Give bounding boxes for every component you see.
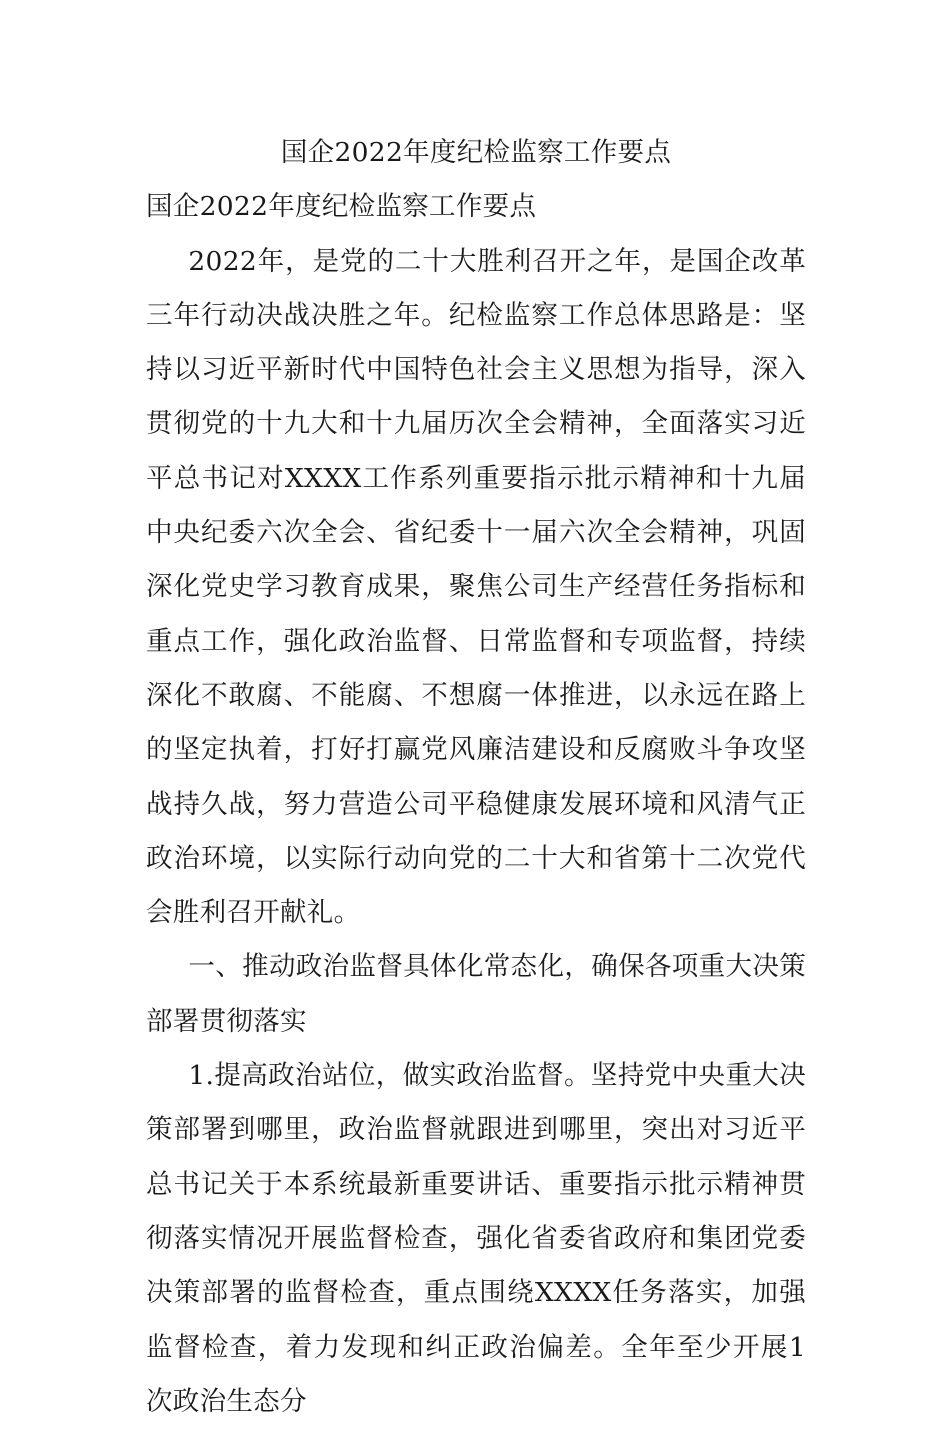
paragraph-overview: 2022年，是党的二十大胜利召开之年，是国企改革三年行动决战决胜之年。纪检监察工作总体思路是：坚持以习近平新时代中国特色社会主义思想为指导，深入贯彻党的十九大和十九届历次全会精神，全面落实习近平总书记对XXXX工作系列重要指示批示精神和十九届中央纪委六次全会、省纪委十一届六次全会精神，巩固深化党史学习教育成果，聚焦公司生产经营任务指标和重点工作，强化政治监督、日常监督和专项监督，持续深化不敢腐、不能腐、不想腐一体推进，以永远在路上的坚定执着，打好打赢党风廉洁建设和反腐败斗争攻坚战持久战，努力营造公司平稳健康发展环境和风清气正政治环境，以实际行动向党的二十大和省第十二次党代会胜利召开献礼。	[146, 245, 806, 929]
document-title: 国企2022年度纪检监察工作要点	[280, 137, 672, 168]
document-body	[146, 126, 806, 1429]
document-subtitle: 国企2022年度纪检监察工作要点	[146, 191, 537, 223]
paragraph-item-1: 1.提高政治站位，做实政治监督。坚持党中央重大决策部署到哪里，政治监督就跟进到哪里，突出对习近平总书记关于本系统最新重要讲话、重要指示批示精神贯彻落实情况开展监督检查，强化省委省政府和集团党委决策部署的监督检查，重点围绕XXXX任务落实，加强监督检查，着力发现和纠正政治偏差。全年至少开展1次政治生态分	[146, 1060, 806, 1417]
section-heading-1: 一、推动政治监督具体化常态化，确保各项重大决策部署贯彻落实	[146, 951, 806, 1037]
